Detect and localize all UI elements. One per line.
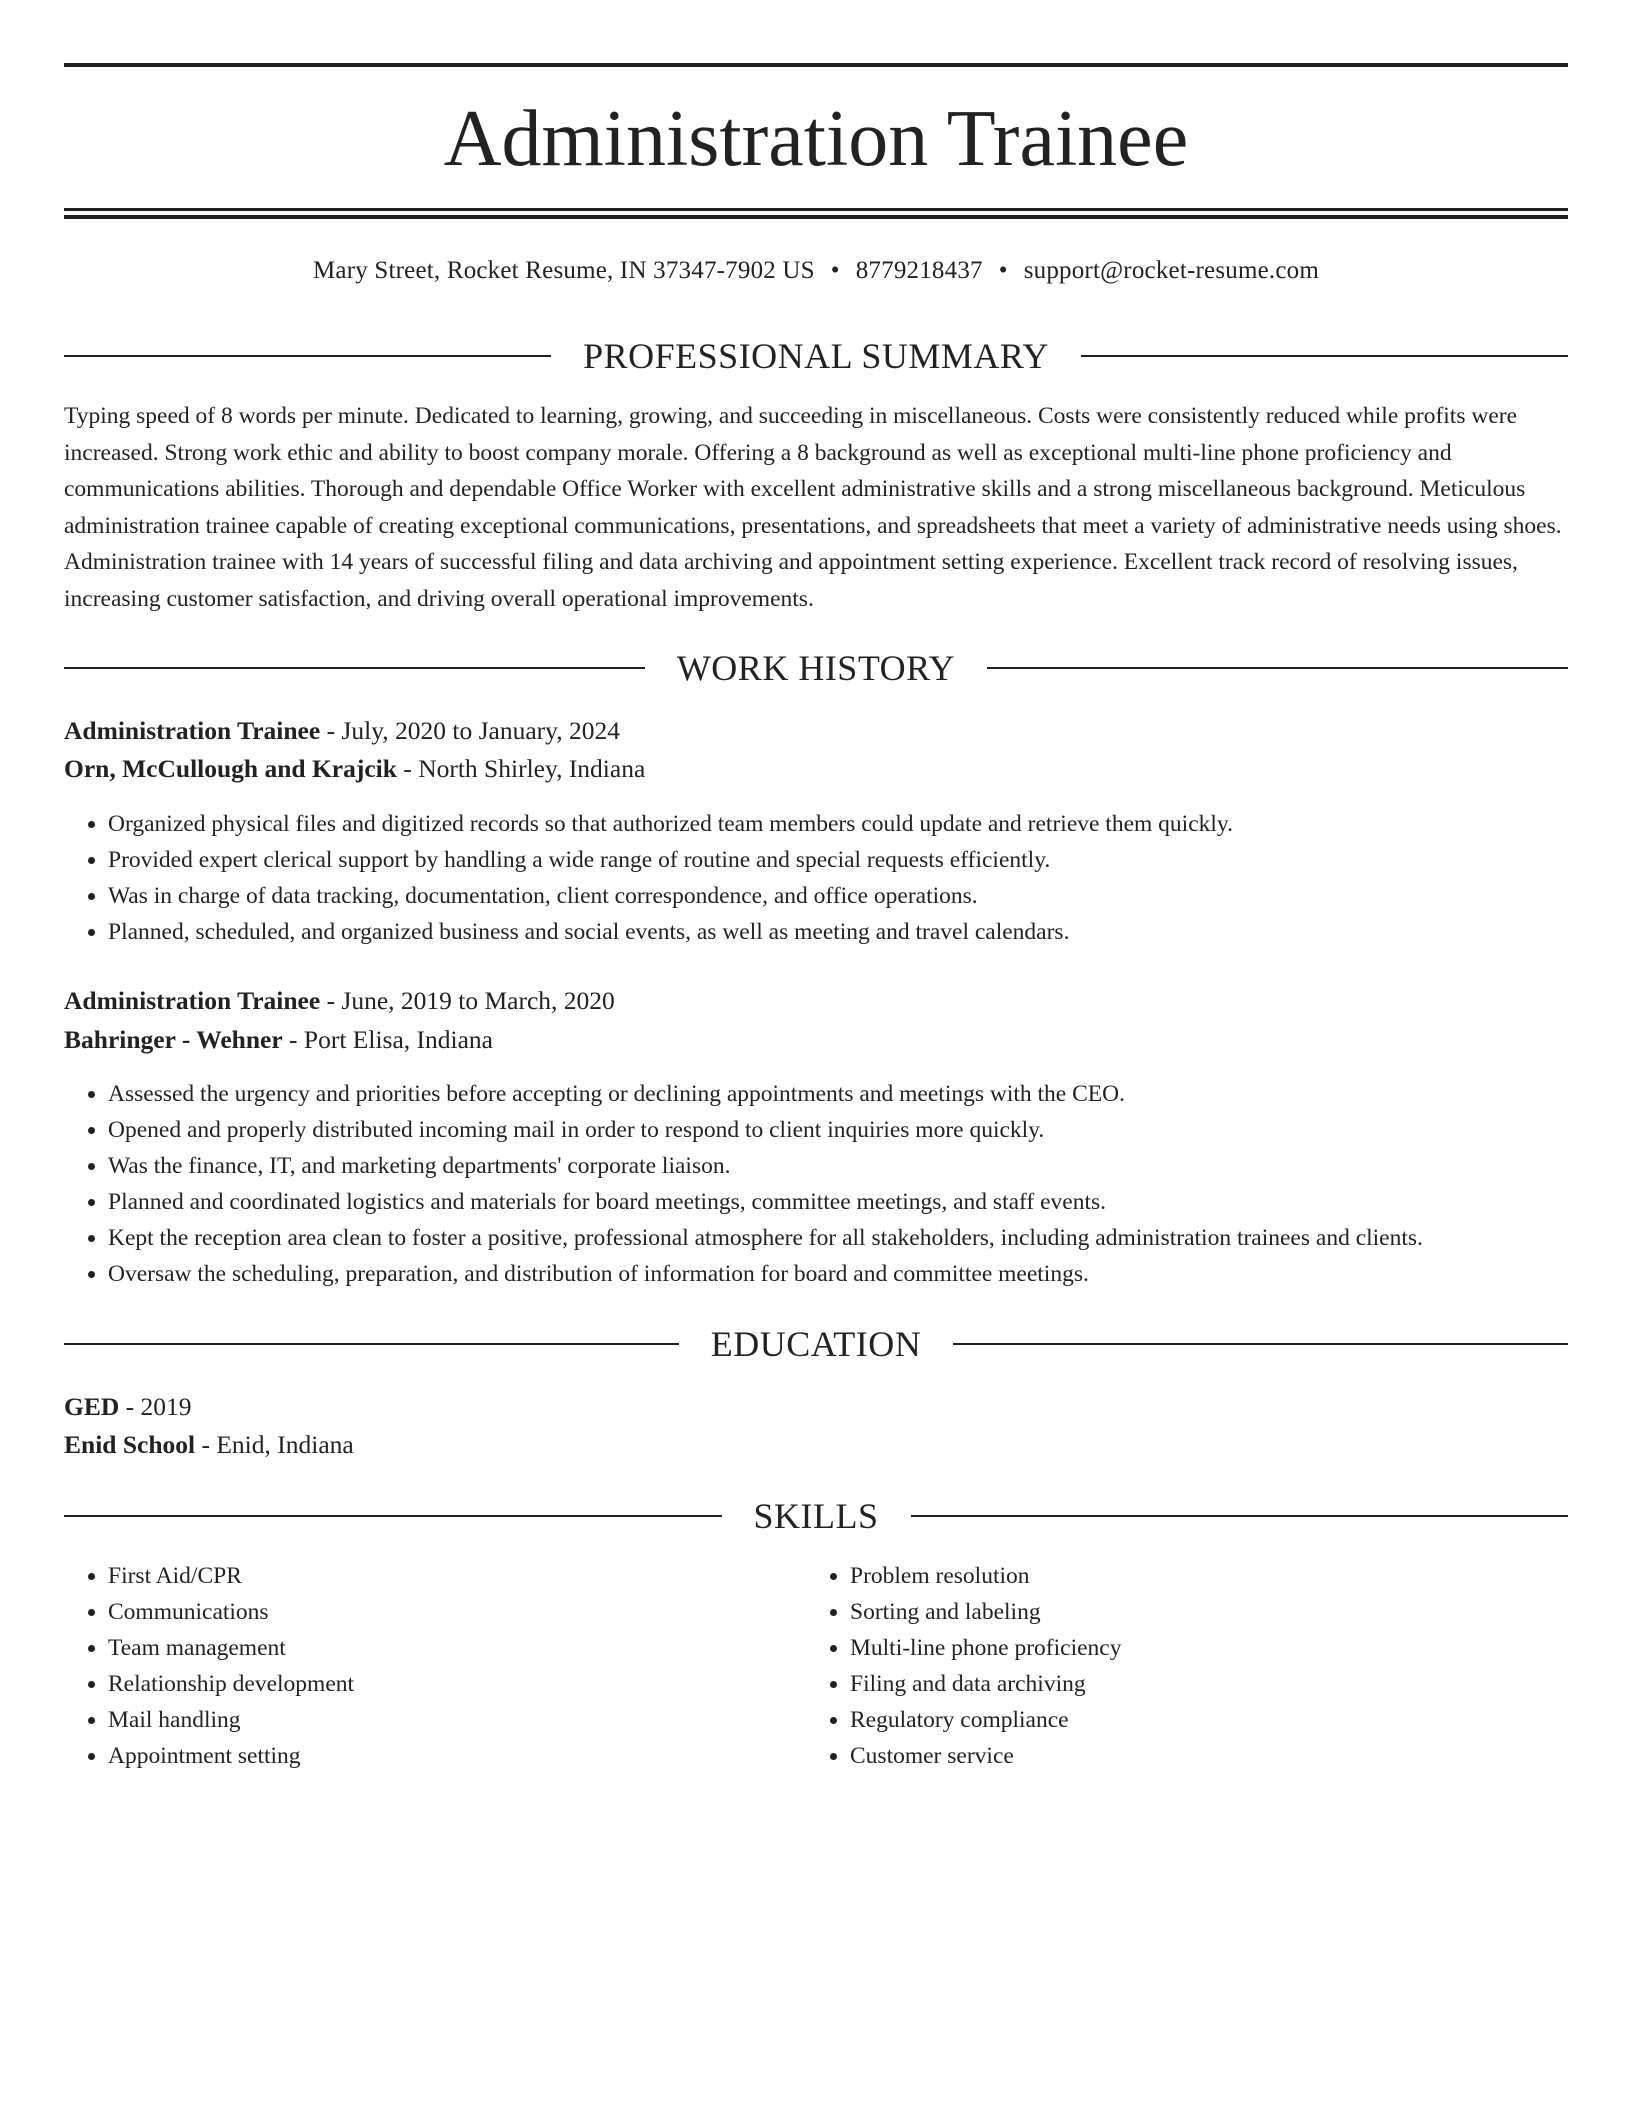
contact-line — [64, 254, 1568, 288]
skill-item: • Filing and data archiving — [850, 1666, 1632, 1702]
heading-rule — [987, 667, 1568, 669]
heading-rule — [64, 355, 551, 357]
heading-rule — [911, 1515, 1569, 1517]
job-location: - North Shirley, Indiana — [396, 754, 646, 783]
job-company: Bahringer - Wehner — [64, 1025, 283, 1054]
title-rule-lower — [64, 215, 1568, 219]
skill-item: • Mail handling — [108, 1702, 1612, 1738]
skill-item: • Team management — [108, 1630, 1612, 1666]
top-rule — [64, 63, 1568, 67]
job-title: Administration Trainee — [64, 986, 321, 1015]
list-item: • Provided expert clerical support by handling a wide range of routine and special requests efficiently. — [108, 842, 1612, 878]
skill-item: • First Aid/CPR — [108, 1558, 1612, 1594]
contact-phone: 8779218437 — [855, 257, 983, 284]
list-item: • Planned, scheduled, and organized business and social events, as well as meeting and travel calendars. — [108, 914, 1612, 950]
heading-rule — [1081, 355, 1568, 357]
list-item: • Oversaw the scheduling, preparation, and distribution of information for board and committee meetings. — [108, 1256, 1612, 1292]
heading-rule — [953, 1343, 1568, 1345]
education-degree-line — [64, 1389, 1568, 1425]
list-item: • Opened and properly distributed incoming mail in order to respond to client inquiries more quickly. — [108, 1112, 1612, 1148]
list-item: • Kept the reception area clean to foster a positive, professional atmosphere for all stakeholders, including administration trainees and clients. — [108, 1220, 1612, 1256]
contact-address: Mary Street, Rocket Resume, IN 37347-7902 US — [313, 257, 815, 284]
job-title: Administration Trainee — [64, 716, 321, 745]
contact-email: support@rocket-resume.com — [1023, 257, 1319, 284]
list-item: • Planned and coordinated logistics and materials for board meetings, committee meetings, and staff events. — [108, 1184, 1612, 1220]
job-2-company-line — [64, 1022, 1568, 1058]
education-heading — [64, 1322, 1568, 1366]
skills-heading-label: SKILLS — [753, 1496, 879, 1536]
list-item: • Assessed the urgency and priorities before accepting or declining appointments and meetings with the CEO. — [108, 1076, 1612, 1112]
skill-item: • Multi-line phone proficiency — [850, 1630, 1632, 1666]
education-school: Enid School — [64, 1430, 196, 1459]
list-item: • Was in charge of data tracking, documentation, client correspondence, and office operations. — [108, 878, 1612, 914]
job-2-title-line — [64, 983, 1568, 1019]
work-heading — [64, 646, 1568, 690]
education-school-line — [64, 1427, 1568, 1463]
list-item: • Was the finance, IT, and marketing departments' corporate liaison. — [108, 1148, 1612, 1184]
work-heading-label: WORK HISTORY — [676, 648, 956, 688]
heading-rule — [64, 1343, 679, 1345]
summary-text: Typing speed of 8 words per minute. Dedicated to learning, growing, and succeeding in miscellaneous. Costs were consistently reduced while profits were increased. Strong work ethic and ability to boost company morale. Offering a 8 background as well as exceptional multi-line phone proficiency and communications abilities. Thorough and dependable Office Worker with excellent administrative skills and a strong miscellaneous background. Meticulous administration trainee capable of creating exceptional communications, presentations, and spreadsheets that meet a variety of administrative needs using shoes. Administration trainee with 14 years of successful filing and data archiving and appointment setting experience. Excellent track record of resolving issues, increasing customer satisfaction, and driving overall operational improvements. — [64, 403, 1562, 612]
skill-item: • Communications — [108, 1594, 1612, 1630]
contact-separator: • — [830, 257, 840, 284]
skill-item: • Customer service — [850, 1738, 1632, 1774]
job-2-bullets — [64, 1076, 1612, 1292]
job-dates: - June, 2019 to March, 2020 — [320, 986, 615, 1015]
skill-item: • Relationship development — [108, 1666, 1612, 1702]
skills-list-right — [806, 1558, 1632, 1774]
heading-rule — [64, 1515, 722, 1517]
education-degree: GED — [64, 1392, 120, 1421]
skill-item: • Problem resolution — [850, 1558, 1632, 1594]
job-location: - Port Elisa, Indiana — [282, 1025, 493, 1054]
job-1-bullets — [64, 806, 1612, 950]
skill-item: • Regulatory compliance — [850, 1702, 1632, 1738]
job-company: Orn, McCullough and Krajcik — [64, 754, 397, 783]
resume-title: Administration Trainee — [443, 95, 1189, 183]
list-item: • Organized physical files and digitized records so that authorized team members could update and retrieve them quickly. — [108, 806, 1612, 842]
summary-heading-label: PROFESSIONAL SUMMARY — [583, 336, 1049, 376]
education-location: - Enid, Indiana — [195, 1430, 354, 1459]
job-1-company-line — [64, 751, 1568, 787]
skills-heading — [64, 1494, 1568, 1538]
education-year: - 2019 — [119, 1392, 192, 1421]
title-rule-upper — [64, 208, 1568, 211]
skill-item: • Sorting and labeling — [850, 1594, 1632, 1630]
skill-item: • Appointment setting — [108, 1738, 1612, 1774]
job-dates: - July, 2020 to January, 2024 — [320, 716, 621, 745]
heading-rule — [64, 667, 645, 669]
job-1-title-line — [64, 713, 1568, 749]
contact-separator: • — [998, 257, 1008, 284]
summary-heading — [64, 334, 1568, 378]
education-heading-label: EDUCATION — [710, 1324, 922, 1364]
